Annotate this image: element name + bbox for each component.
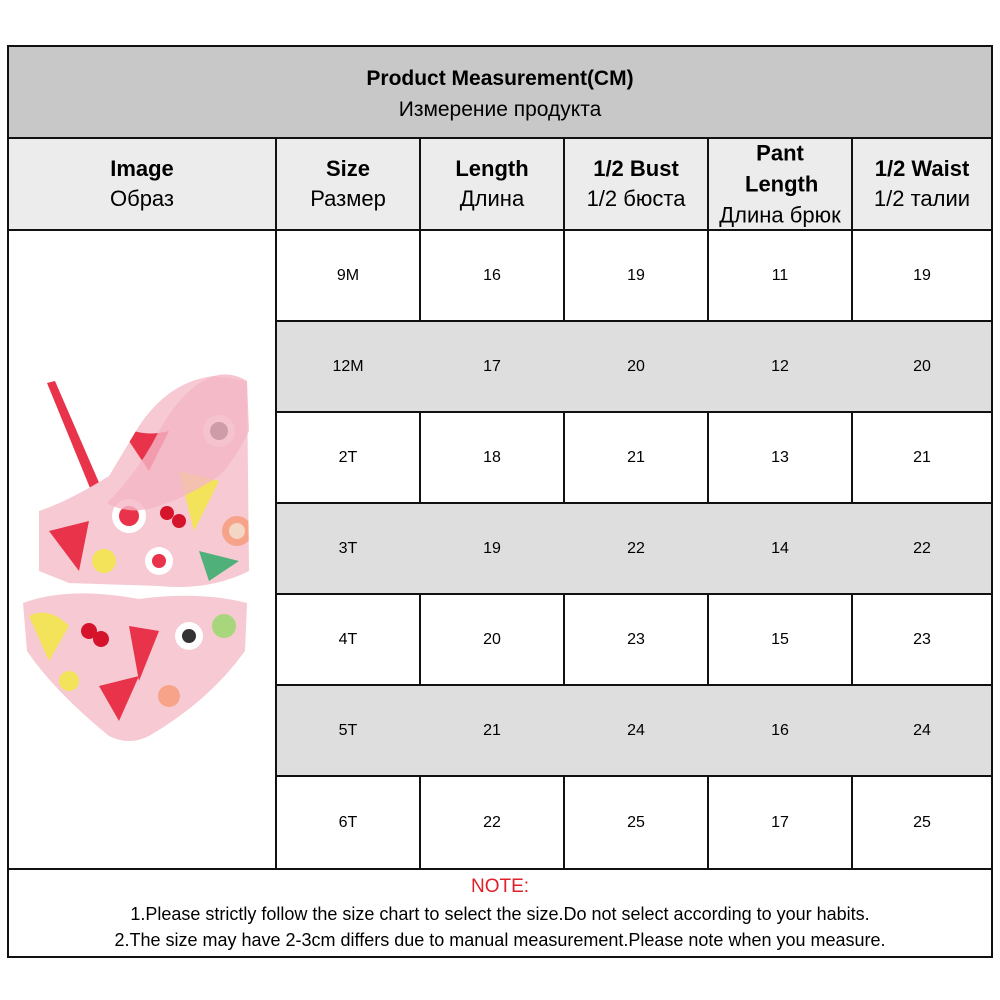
header-label-en: 1/2 Bust <box>593 156 679 181</box>
bust-cell: 20 <box>627 357 645 375</box>
waist-cell: 23 <box>913 630 931 648</box>
header-pant-length <box>709 139 851 231</box>
waist-cell: 22 <box>913 539 931 557</box>
bottom-piece <box>9 581 275 751</box>
table-row <box>277 231 991 320</box>
size-cell: 5T <box>338 721 358 739</box>
size-cell: 4T <box>338 630 358 648</box>
header-label-ru: Длина брюк <box>719 202 841 228</box>
length-cell: 19 <box>483 539 501 557</box>
size-chart <box>7 45 993 958</box>
length-cell: 18 <box>483 448 501 466</box>
notes-section <box>9 870 991 956</box>
header-bust <box>565 139 707 231</box>
size-cell: 9M <box>336 266 360 284</box>
pant-length-cell: 17 <box>771 813 789 831</box>
size-cell: 12M <box>332 357 364 375</box>
table-row <box>277 413 991 502</box>
waist-cell: 24 <box>913 721 931 739</box>
table-row <box>277 686 991 775</box>
size-cell: 3T <box>338 539 358 557</box>
pant-length-cell: 14 <box>771 539 789 557</box>
chart-title: Product Measurement(CM) <box>366 67 634 90</box>
header-length <box>421 139 563 231</box>
bust-cell: 23 <box>627 630 645 648</box>
header-size <box>277 139 419 231</box>
table-row <box>277 595 991 684</box>
note-line-1: 1.Please strictly follow the size chart to select the size.Do not select according to your habits. <box>130 904 870 924</box>
length-cell: 17 <box>483 357 501 375</box>
table-row <box>277 322 991 411</box>
header-label-en: Image <box>110 156 174 181</box>
pant-length-cell: 15 <box>771 630 789 648</box>
length-cell: 20 <box>483 630 501 648</box>
note-title: NOTE: <box>470 876 530 897</box>
bust-cell: 22 <box>627 539 645 557</box>
bust-cell: 21 <box>627 448 645 466</box>
pant-length-cell: 11 <box>771 266 789 284</box>
waist-cell: 21 <box>913 448 931 466</box>
table-row <box>277 777 991 868</box>
size-cell: 6T <box>338 813 358 831</box>
header-label-ru: Длина <box>459 186 525 211</box>
bust-cell: 25 <box>627 813 645 831</box>
table-row <box>277 504 991 593</box>
header-label-en: Pant Length <box>745 140 819 197</box>
pant-length-cell: 12 <box>771 357 789 375</box>
header-waist <box>853 139 991 231</box>
pant-length-cell: 16 <box>771 721 789 739</box>
waist-cell: 20 <box>913 357 931 375</box>
header-label-ru: Размер <box>310 186 386 211</box>
header-image <box>9 139 275 231</box>
bust-cell: 19 <box>627 266 645 284</box>
bust-cell: 24 <box>627 721 645 739</box>
header-label-ru: 1/2 бюста <box>586 186 686 211</box>
length-cell: 21 <box>483 721 501 739</box>
header-label-ru: 1/2 талии <box>873 186 971 211</box>
waist-cell: 19 <box>913 266 931 284</box>
product-image-cell <box>9 231 275 868</box>
fruit-print-swimsuit-icon <box>9 231 275 868</box>
title-band <box>9 47 991 139</box>
waist-cell: 25 <box>913 813 931 831</box>
size-cell: 2T <box>338 448 358 466</box>
length-cell: 16 <box>483 266 501 284</box>
length-cell: 22 <box>483 813 501 831</box>
note-line-2: 2.The size may have 2-3cm differs due to manual measurement.Please note when you measure. <box>114 930 886 950</box>
chart-subtitle: Измерение продукта <box>398 98 602 121</box>
header-label-ru: Образ <box>109 186 175 211</box>
header-label-en: Length <box>455 156 529 181</box>
header-label-en: Size <box>325 156 371 181</box>
pant-length-cell: 13 <box>771 448 789 466</box>
header-label-en: 1/2 Waist <box>874 156 970 181</box>
